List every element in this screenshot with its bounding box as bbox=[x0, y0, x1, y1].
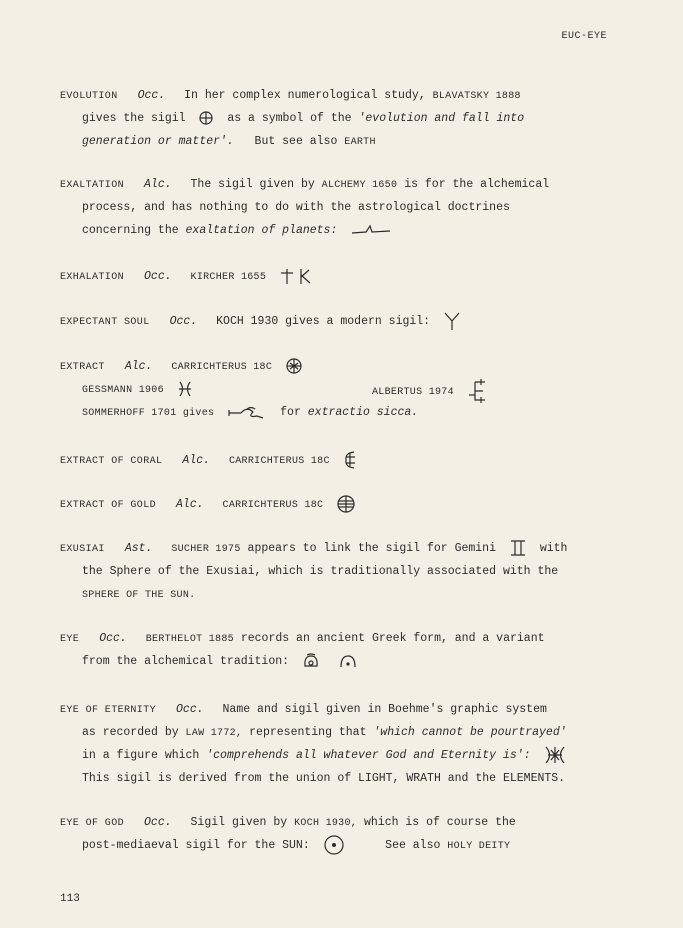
cross-reference: SPHERE OF THE SUN. bbox=[82, 590, 196, 601]
cross-reference: GESSMANN 1906 bbox=[82, 385, 164, 396]
entry-exusiai bbox=[60, 537, 630, 606]
eye-greek-sigil-icon bbox=[302, 653, 320, 669]
entry-text: concerning the bbox=[82, 224, 179, 237]
entry-text: KOCH 1930 gives a modern sigil: bbox=[216, 315, 431, 328]
entry-exaltation bbox=[60, 173, 630, 242]
entry-quote: generation or matter'. bbox=[82, 135, 234, 148]
entry-text: representing that bbox=[249, 726, 367, 739]
entry-text: gives the sigil bbox=[82, 112, 186, 125]
expectant-soul-sigil-icon bbox=[443, 311, 461, 331]
entry-head: EVOLUTION bbox=[60, 91, 118, 102]
entry-head: EYE OF ETERNITY bbox=[60, 705, 157, 716]
eye-alchemical-sigil-icon bbox=[339, 653, 357, 669]
entry-text: This sigil is derived from the union of LIGHT, WRATH and the ELEMENTS. bbox=[82, 772, 566, 785]
entry-category: Occ. bbox=[144, 270, 172, 283]
entry-text: The sigil given by bbox=[190, 178, 315, 191]
entry-category: Alc. bbox=[144, 178, 172, 191]
cross-reference: ALCHEMY 1650 bbox=[321, 180, 398, 191]
entry-category: Occ. bbox=[137, 89, 166, 102]
extract-albertus bbox=[372, 378, 497, 401]
entry-extract-of-coral bbox=[60, 449, 630, 472]
entry-text: the Sphere of the Exusiai, which is traditionally associated with the bbox=[82, 565, 559, 578]
gold-sigil-icon bbox=[336, 494, 356, 514]
entry-head: EXTRACT OF CORAL bbox=[60, 456, 163, 467]
entry-quote: 'which cannot be pourtrayed' bbox=[373, 726, 567, 739]
entry-quote: 'evolution and fall into bbox=[358, 112, 525, 125]
cross-reference: CARRICHTERUS 18C bbox=[222, 500, 324, 511]
extract-carrichterus-sigil-icon bbox=[285, 357, 303, 375]
cross-reference: ALBERTUS 1974 bbox=[372, 387, 454, 399]
entry-text: from the alchemical tradition: bbox=[82, 655, 290, 668]
entry-text: is for the alchemical bbox=[404, 178, 550, 191]
entry-eye-of-god bbox=[60, 811, 630, 857]
entry-italic: extractio sicca. bbox=[307, 406, 419, 419]
entry-head: EXALTATION bbox=[60, 180, 125, 191]
entry-head: EXTRACT OF GOLD bbox=[60, 500, 157, 511]
entry-extract-of-gold bbox=[60, 493, 630, 516]
entry-head: EYE bbox=[60, 634, 80, 645]
entry-text: in a figure which bbox=[82, 749, 200, 763]
entry-head: EXTRACT bbox=[60, 362, 105, 373]
cross-reference: SUCHER 1975 bbox=[171, 544, 241, 555]
entry-category: Alc. bbox=[176, 498, 204, 511]
entry-evolution bbox=[60, 84, 630, 153]
cross-reference: LAW 1772, bbox=[185, 728, 243, 739]
entry-category: Alc. bbox=[124, 360, 153, 373]
entry-category: Occ. bbox=[99, 632, 127, 645]
eternity-sigil-icon bbox=[544, 744, 566, 766]
entry-category: Alc. bbox=[182, 454, 211, 467]
entry-head: EYE OF GOD bbox=[60, 818, 125, 829]
cross-reference: SOMMERHOFF 1701 gives bbox=[82, 408, 215, 419]
running-header: EUC-EYE bbox=[561, 31, 607, 42]
extract-albertus-sigil-icon bbox=[467, 378, 491, 404]
coral-sigil-icon bbox=[343, 450, 357, 470]
sun-sigil-icon bbox=[323, 834, 345, 856]
entry-text: post-mediaeval sigil for the SUN: bbox=[82, 839, 310, 853]
entry-text: Name and sigil given in Boehme's graphic system bbox=[222, 703, 547, 716]
entry-eye bbox=[60, 627, 630, 673]
entry-text: See also bbox=[385, 839, 441, 853]
cross-reference: BLAVATSKY 1888 bbox=[432, 91, 521, 102]
page-number: 113 bbox=[60, 893, 80, 905]
entry-category: Occ. bbox=[144, 816, 172, 829]
entry-italic: exaltation of planets: bbox=[185, 224, 338, 237]
cross-reference: KOCH 1930, bbox=[294, 818, 358, 829]
entry-text: as recorded by bbox=[82, 726, 179, 739]
exaltation-sigil-icon bbox=[350, 223, 392, 237]
entry-text: for bbox=[280, 406, 301, 419]
extract-sommerhoff-sigil-icon bbox=[227, 404, 267, 420]
entry-exhalation bbox=[60, 265, 630, 288]
entry-text: records an ancient Greek form, and a variant bbox=[240, 632, 545, 645]
entry-category: Occ. bbox=[169, 315, 198, 328]
cross-reference: KIRCHER 1655 bbox=[190, 272, 267, 283]
entry-head: EXUSIAI bbox=[60, 544, 105, 555]
entry-extract bbox=[60, 355, 630, 424]
cross-reference: EARTH bbox=[344, 137, 376, 148]
cross-reference: CARRICHTERUS 18C bbox=[228, 456, 330, 467]
cross-reference: HOLY DEITY bbox=[447, 841, 511, 853]
entry-head: EXPECTANT SOUL bbox=[60, 317, 150, 328]
entry-text: appears to link the sigil for Gemini bbox=[247, 542, 496, 555]
entry-expectant-soul bbox=[60, 310, 630, 333]
entry-text: process, and has nothing to do with the astrological doctrines bbox=[82, 201, 510, 214]
entry-text: But see also bbox=[254, 135, 338, 148]
entry-text: Sigil given by bbox=[190, 816, 288, 829]
entry-category: Ast. bbox=[124, 542, 153, 555]
cross-reference: BERTHELOT 1885 bbox=[145, 634, 234, 645]
entry-text: with bbox=[539, 542, 568, 555]
gemini-sigil-icon bbox=[509, 539, 527, 557]
entry-category: Occ. bbox=[176, 703, 204, 716]
entry-text: which is of course the bbox=[363, 816, 516, 829]
entry-text: as a symbol of the bbox=[227, 112, 352, 125]
entry-head: EXHALATION bbox=[60, 272, 125, 283]
entry-quote: 'comprehends all whatever God and Eternity is': bbox=[206, 749, 531, 763]
entry-text: In her complex numerological study, bbox=[184, 89, 426, 102]
evolution-sigil-icon bbox=[198, 110, 214, 126]
entry-eye-of-eternity bbox=[60, 698, 630, 790]
cross-reference: CARRICHTERUS 18C bbox=[171, 362, 273, 373]
extract-gessmann-sigil-icon bbox=[177, 380, 193, 398]
exhalation-sigil-icon bbox=[279, 267, 313, 285]
